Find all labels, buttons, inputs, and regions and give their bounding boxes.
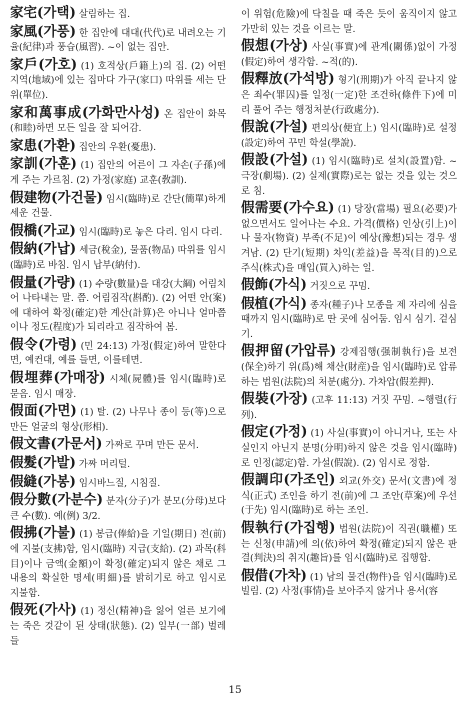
definition: (1) 남의 물건(物件)을 임시(臨時)로 빌림. (2) 사정(事情)을 보아주지 않거나 용서(容 bbox=[241, 571, 458, 598]
entry bbox=[10, 338, 226, 369]
entry bbox=[10, 493, 226, 524]
headword: 假文書(가문서) bbox=[10, 436, 103, 453]
headword: 假植(가식) bbox=[241, 295, 307, 312]
headword: 假飾(가식) bbox=[241, 277, 307, 294]
entry bbox=[10, 371, 226, 402]
entry bbox=[241, 6, 457, 37]
entry bbox=[241, 201, 457, 276]
definition: 법원(法院)이 직권(職權) 또는 신청(申請)에 의(依)하여 확정(確定)되지 않은 판결(判決)의 취지(趣旨)를 임시(臨時)로 집행함. bbox=[241, 524, 457, 565]
headword: 假想(가상) bbox=[241, 38, 309, 55]
entry bbox=[10, 437, 226, 454]
definition: (고후 11:13) 거짓 꾸밈. ~행렬(行列). bbox=[241, 395, 458, 421]
definition: (민 24:13) 가정(假定)하여 말한다면, 예컨대, 예를 들면, 이를테면. bbox=[10, 340, 226, 367]
entry bbox=[241, 521, 457, 567]
definition: (1) 정신(精神)을 잃어 얼른 보기에는 죽은 것같이 된 상태(狀態). (2) 일부(一部) 벌레들 bbox=[10, 606, 227, 647]
entry bbox=[241, 120, 457, 151]
definition: (1) 수량(數量)을 대강(大綱) 어림치어 나타내는 말. 쯤. 어림짐작(斟酌). (2) 어떤 안(案)에 대하여 확정(確定)한 계산(計算)은 아니나 얼마쯤이나 정도(程度)가 되리라고 짐작하여 봄. bbox=[10, 278, 227, 334]
definition: 사실(事實)에 관계(關係)없이 가정(假定)하여 생각함. ~적(的). bbox=[241, 42, 457, 68]
definition: 외교(外交) 문서(文書)에 정식(正式) 조인을 하기 전(前)에 그 조안(草案)에 우선 (于先) 임시(臨時)로 하는 조인. bbox=[241, 476, 457, 517]
entry bbox=[241, 39, 457, 70]
definition: 세금(稅金), 물품(物品) 따위를 임시(臨時)로 바침. 임시 납부(納付). bbox=[10, 245, 226, 271]
definition: 분자(分子)가 분모(分母)보다 큰 수(數). 예(例) 3/2. bbox=[10, 496, 226, 522]
definition: 강제집행(强制執行)을 보전(保全)하기 위(爲)해 채산(財産)을 임시(臨時)로 압류하는 법원(法院)의 처분(處分). 가차압(假差押). bbox=[241, 347, 457, 388]
definition: 임시(臨時)로 놓은 다리. 임시 다리. bbox=[75, 226, 223, 238]
entry bbox=[10, 526, 226, 601]
definition: 임시바느질, 시침질. bbox=[75, 477, 161, 489]
page-number: 15 bbox=[228, 684, 242, 696]
entry bbox=[10, 404, 226, 435]
headword: 假設(가설) bbox=[241, 152, 309, 169]
headword: 假建物(가건물) bbox=[10, 189, 103, 206]
definition: 가짜로 꾸며 만든 문서. bbox=[102, 440, 199, 452]
entry bbox=[241, 473, 457, 519]
headword: 假裝(가장) bbox=[241, 391, 309, 408]
definition: 집안의 우환(憂患). bbox=[75, 141, 157, 153]
entry bbox=[10, 58, 226, 104]
entry bbox=[10, 191, 226, 222]
entry bbox=[10, 6, 226, 23]
entry bbox=[10, 106, 226, 137]
headword: 假髮(가발) bbox=[10, 455, 76, 472]
definition: (1) 집안의 어른이 그 자손(子孫)에게 주는 가르침. (2) 가정(家庭) 교훈(敎訓). bbox=[10, 160, 227, 186]
headword: 假分數(가분수) bbox=[10, 492, 103, 509]
definition: 이 위험(危險)에 닥칠을 때 죽은 듯이 움직이지 않고 가만히 있는 것을 이르는 말. bbox=[241, 9, 457, 35]
headword: 家風(가풍) bbox=[10, 23, 76, 40]
definition: (1) 탈. (2) 나무나 종이 등(等)으로 만든 얼굴의 형상(形相). bbox=[10, 407, 226, 433]
entry bbox=[10, 157, 226, 188]
entry bbox=[10, 139, 226, 156]
headword: 假死(가사) bbox=[10, 602, 77, 619]
entry bbox=[10, 25, 226, 56]
entry bbox=[241, 153, 457, 199]
entry bbox=[10, 456, 226, 473]
entry bbox=[241, 569, 457, 600]
definition: 종자(種子)나 모종을 제 자리에 심을 때까지 임시(臨時)로 딴 곳에 심어둠. 임시 심기. 겉심기. bbox=[241, 299, 457, 340]
definition: 온 집안이 화목(和睦)하면 모든 일을 잘 되어감. bbox=[10, 108, 227, 135]
headword: 假定(가정) bbox=[241, 424, 308, 441]
definition: 형기(刑期)가 아직 끝나지 않은 죄수(罪囚)를 일정(一定)한 조건하(條件下)에 미리 풀어 주는 행정처분(行政處分). bbox=[241, 75, 457, 116]
headword: 家戶(가호) bbox=[10, 56, 78, 73]
headword: 假面(가면) bbox=[10, 403, 77, 420]
definition: 살림하는 집. bbox=[75, 9, 131, 20]
headword: 假縫(가봉) bbox=[10, 473, 76, 490]
headword: 假需要(가수요) bbox=[241, 200, 335, 217]
entry bbox=[241, 344, 457, 390]
headword: 假說(가설) bbox=[241, 119, 309, 136]
headword: 假橋(가교) bbox=[10, 222, 76, 239]
entry bbox=[241, 392, 457, 423]
entry bbox=[10, 603, 226, 649]
definition: (1) 사실(事實)이 아니거나, 또는 사실인지 아닌지 분명(分明)하지 않은 것을 임시(臨時)로 인정(認定)함. 가설(假說). (2) 임시로 정함. bbox=[241, 428, 457, 469]
entry bbox=[10, 276, 226, 336]
left-column bbox=[10, 6, 226, 651]
definition: (1) 당장(當場) 필요(必要)가 없으면서도 일어나는 수요. 가격(價格) 인상(引上)이나 물자(物資) 부족(不足)이 예상(豫想)되는 경우 생겨남. (2) 단기(短期) 차익(差益)을 목적(目的)으로 주식(株式)을 매입(買入)하는 일. bbox=[241, 204, 457, 274]
headword: 假埋葬(가매장) bbox=[10, 370, 106, 387]
entry bbox=[241, 278, 457, 295]
right-column bbox=[241, 6, 457, 602]
definition: (1) 호적상(戶籍上)의 집. (2) 어떤 지역(地域)에 있는 집마다 가구(家口) 따위를 세는 단위(單位). bbox=[10, 60, 226, 101]
entry bbox=[10, 242, 226, 273]
definition: 임시(臨時)로 간단(簡單)하게 세운 건물. bbox=[10, 193, 226, 220]
definition: 가짜 머리털. bbox=[75, 459, 131, 471]
definition: 편의상(便宜上) 임시(臨時)로 설정(設定)하여 꾸민 학설(學說). bbox=[241, 123, 457, 149]
headword: 假釋放(가석방) bbox=[241, 71, 335, 88]
headword: 假調印(가조인) bbox=[241, 472, 336, 489]
headword: 假拂(가불) bbox=[10, 525, 77, 542]
headword: 假押留(가압류) bbox=[241, 343, 337, 360]
headword: 家和萬事成(가화만사성) bbox=[10, 104, 161, 121]
entry bbox=[10, 224, 226, 241]
definition: (1) 임시(臨時)로 설치(設置)함. ~극장(劇場). (2) 실제(實際)로는 없는 것을 있는 것으로 침. bbox=[241, 156, 457, 197]
definition: 한 집안에 대대(代代)로 내려오는 기율(紀律)과 풍습(風習). ~이 없는 집안. bbox=[10, 27, 226, 54]
headword: 家訓(가훈) bbox=[10, 156, 77, 173]
entry bbox=[241, 297, 457, 343]
entry bbox=[241, 425, 457, 471]
definition: 시체(屍體)를 임시(臨時)로 묻음. 임시 매장. bbox=[10, 374, 226, 400]
headword: 假量(가량) bbox=[10, 274, 76, 291]
headword: 假納(가납) bbox=[10, 241, 77, 258]
headword: 假借(가차) bbox=[241, 567, 307, 584]
headword: 家宅(가택) bbox=[10, 5, 76, 21]
definition: 거짓으로 꾸밈. bbox=[306, 281, 371, 293]
headword: 假令(가령) bbox=[10, 336, 78, 353]
headword: 家患(가환) bbox=[10, 137, 76, 154]
headword: 假執行(가집행) bbox=[241, 520, 336, 536]
entry bbox=[10, 475, 226, 492]
entry bbox=[241, 72, 457, 118]
definition: (1) 봉급(俸給)을 기일(期日) 전(前)에 지불(支拂)함, 임시(臨時) 지급(支給). (2) 과목(科目)이나 금액(金額)이 확정(確定)되지 않은 채로 그 내용의 확실한 명세(明細)를 밝히기로 하고 임시로 지불함. bbox=[10, 529, 227, 599]
